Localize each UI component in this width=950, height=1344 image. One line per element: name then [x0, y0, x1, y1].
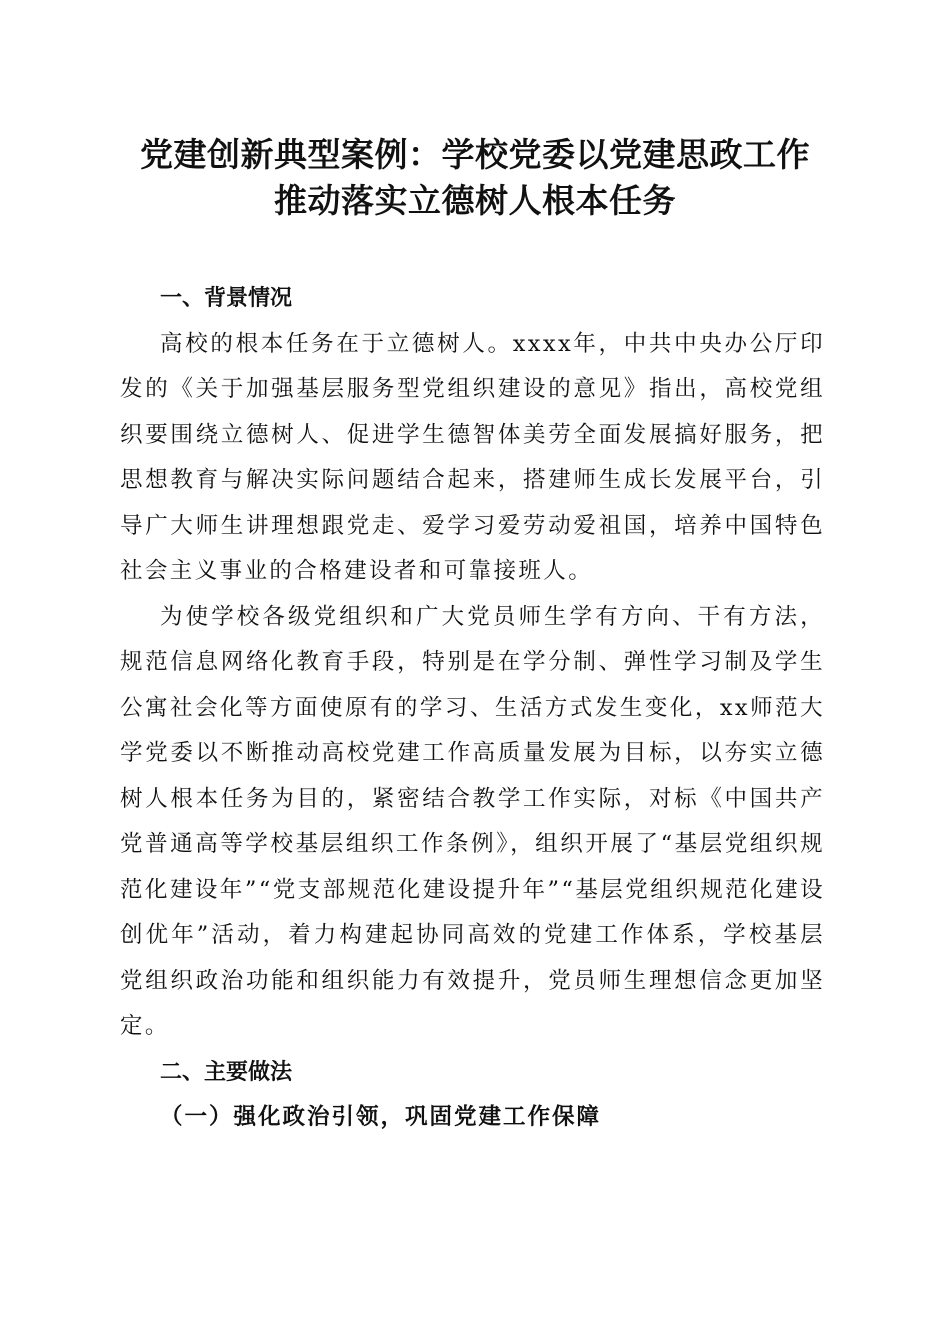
subsection-heading-political-guidance: （一）强化政治引领，巩固党建工作保障: [160, 1104, 602, 1130]
title-line-1: 党建创新典型案例：学校党委以党建思政工作: [140, 135, 810, 174]
section-heading-main-practices: 二、主要做法: [160, 1059, 293, 1085]
title-line-2: 推动落实立德树人根本任务: [274, 181, 676, 220]
paragraph-background-2: 为使学校各级党组织和广大党员师生学有方向、干有方法，规范信息网络化教育手段，特别是在学分制、弹性学习制及学生公寓社会化等方面使原有的学习、生活方式发生变化，xx师范大学党委以不断推动高校党建工作高质量发展为目标，以夯实立德树人根本任务为目的，紧密结合教学工作实际，对标《中国共产党普通高等学校基层组织工作条例》，组织开展了“基层党组织规范化建设年”“党支部规范化建设提升年”“基层党组织规范化建设创优年”活动，着力构建起协同高效的党建工作体系，学校基层党组织政治功能和组织能力有效提升，党员师生理想信念更加坚定。: [120, 603, 825, 1039]
document-body: [120, 276, 825, 1141]
paragraph-background-1: 高校的根本任务在于立德树人。xxxx年，中共中央办公厅印发的《关于加强基层服务型党组织建设的意见》指出，高校党组织要围绕立德树人、促进学生德智体美劳全面发展搞好服务，把思想教育与解决实际问题结合起来，搭建师生成长发展平台，引导广大师生讲理想跟党走、爱学习爱劳动爱祖国，培养中国特色社会主义事业的合格建设者和可靠接班人。: [120, 330, 825, 584]
section-heading-background: 一、背景情况: [160, 286, 293, 311]
document-title: [110, 132, 840, 224]
